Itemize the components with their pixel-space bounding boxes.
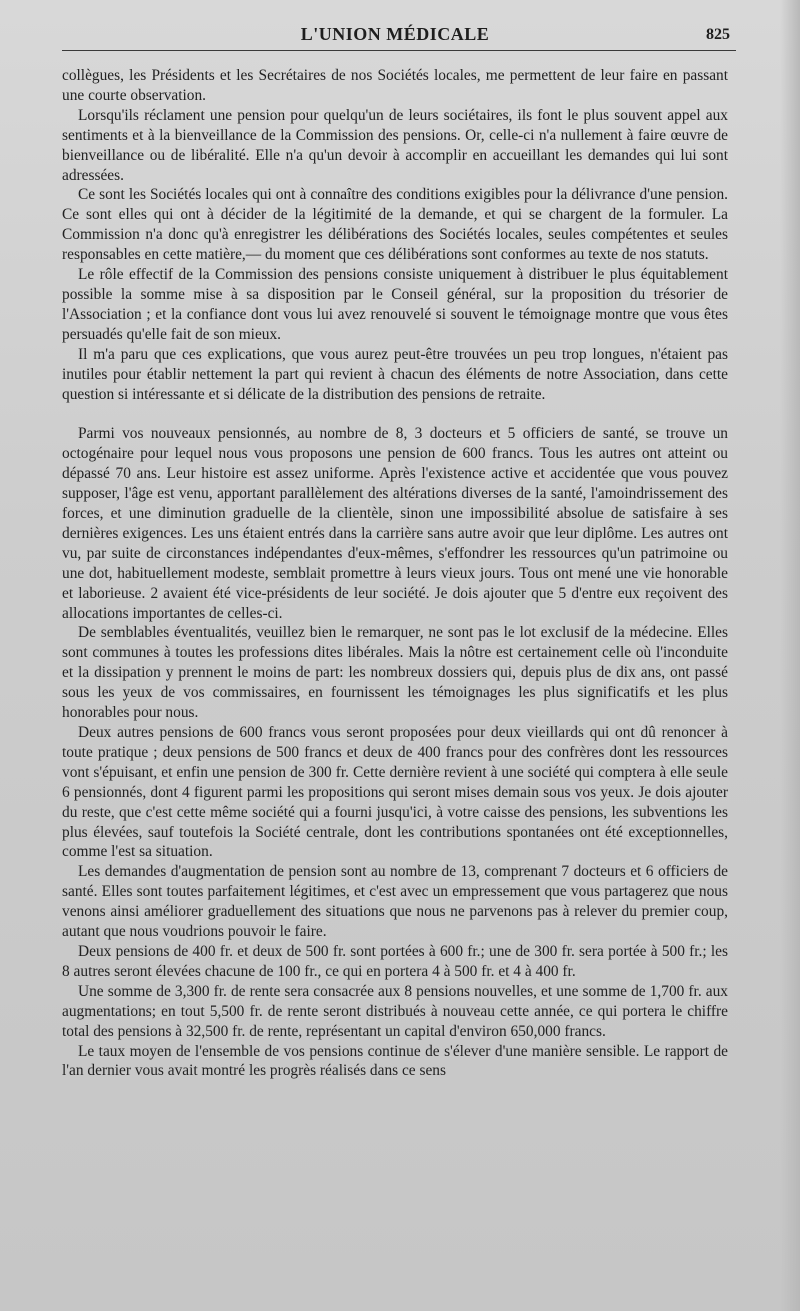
paragraph: collègues, les Présidents et les Secrétaires de nos Sociétés locales, me permettent de leur faire en passant une courte observation. bbox=[62, 67, 728, 104]
paragraph: Les demandes d'augmentation de pension sont au nombre de 13, comprenant 7 docteurs et 6 officiers de santé. Elles sont toutes parfaitement légitimes, et c'est avec un empressement que vous partagerez que nous venons ainsi améliorer graduellement des situations que nous ne parvenons pas à relever du premier coup, autant que nous voudrions pouvoir le faire. bbox=[62, 863, 728, 941]
page-header bbox=[62, 24, 728, 52]
paragraph: Deux pensions de 400 fr. et deux de 500 fr. sont portées à 600 fr.; une de 300 fr. sera portée à 500 fr.; les 8 autres seront élevées chacune de 100 fr., ce qui en portera 4 à 500 fr. et 4 à 400 fr. bbox=[62, 942, 728, 980]
paragraph: Le taux moyen de l'ensemble de vos pensions continue de s'élever d'une manière sensible. Le rapport de l'an dernier vous avait montré les progrès réalisés dans ce sens bbox=[62, 1042, 728, 1080]
paragraph: Parmi vos nouveaux pensionnés, au nombre de 8, 3 docteurs et 5 officiers de santé, se trouve un octogénaire pour lequel nous vous proposons une pension de 600 francs. Tous les autres ont atteint ou dépassé 70 ans. Leur histoire est assez uniforme. Après l'existence active et accidentée que vous pouvez supposer, l'âge est venu, apportant parallèlement des altérations diverses de la santé, l'amoindrissement des forces, et une diminution graduelle de la clientèle, sinon une impossibilité absolue de satisfaire à ses dernières exigences. Les uns étaient entrés dans la carrière sans autre avoir que leur diplôme. Les autres ont vu, par suite de circonstances indépendantes d'eux-mêmes, s'effondrer les ressources qu'un patrimoine ou une dot, habituellement modeste, semblait promettre à leurs vieux jours. Tous ont mené une vie honorable et laborieuse. 2 avaient été vice-présidents de leur société. Je dois ajouter que 5 d'entre eux reçoivent des allocations importantes de celles-ci. bbox=[62, 425, 728, 622]
header-rule bbox=[62, 50, 736, 52]
paragraph: Lorsqu'ils réclament une pension pour quelqu'un de leurs sociétaires, ils font le plus souvent appel aux sentiments et à la bienveillance de la Commission des pensions. Or, celle-ci n'a nullement à faire œuvre de bienveillance ou de libéralité. Elle n'a qu'un devoir à accomplir en accueillant les demandes qui lui sont adressées. bbox=[62, 106, 728, 184]
paragraph: Ce sont les Sociétés locales qui ont à connaître des conditions exigibles pour la délivrance d'une pension. Ce sont elles qui ont à décider de la légitimité de la demande, et qui se chargent de la formuler. La Commission n'a donc qu'à enregistrer les délibérations des Sociétés locales, seules compétentes et seules responsables en cette matière,— du moment que ces délibérations sont conformes au texte de nos statuts. bbox=[62, 186, 728, 264]
paragraph: Deux autres pensions de 600 francs vous seront proposées pour deux vieillards qui ont dû renoncer à toute pratique ; deux pensions de 500 francs et deux de 400 francs pour des confrères dont les ressources vont s'épuisant, et enfin une pension de 300 fr. Cette dernière revient à une société qui comptera à elle seule 6 pensionnés, dont 4 figurent parmi les propositions qui seront mises demain sous vos yeux. Je dois ajouter du reste, que c'est cette même société qui a fourni jusqu'ici, à votre caisse des pensions, les subventions les plus élevées, sauf toutefois la Société centrale, dont les contributions spontanées ont été exceptionnelles, comme l'est sa situation. bbox=[62, 724, 728, 861]
page-number: 825 bbox=[706, 26, 730, 43]
paragraph: Le rôle effectif de la Commission des pensions consiste uniquement à distribuer le plus équitablement possible la somme mise à sa disposition par le Conseil général, sur la proposition du trésorier de l'Association ; et la confiance dont vous lui avez renouvelé si souvent le témoignage montre que vous êtes persuadés qu'elle fait de son mieux. bbox=[62, 266, 728, 343]
running-title: L'UNION MÉDICALE bbox=[300, 24, 490, 44]
body-text bbox=[62, 66, 728, 1081]
paragraph: De semblables éventualités, veuillez bien le remarquer, ne sont pas le lot exclusif de la médecine. Elles sont communes à toutes les professions dites libérales. Mais la nôtre est certainement celle où l'inconduite et la dissipation y prennent le moins de part: les nombreux dossiers qui, depuis plus de dix ans, ont passé sous les yeux de vos commissaires, en fournissent les témoignages les plus significatifs et les plus honorables pour nous. bbox=[62, 624, 728, 722]
paragraph: Une somme de 3,300 fr. de rente sera consacrée aux 8 pensions nouvelles, et une somme de 1,700 fr. aux augmentations; en tout 5,500 fr. de rente seront distribués à nouveau cette année, ce qui portera le chiffre total des pensions à 32,500 fr. de rente, représentant un capital d'environ 650,000 francs. bbox=[62, 982, 728, 1040]
paragraph: Il m'a paru que ces explications, que vous aurez peut-être trouvées un peu trop longues, n'étaient pas inutiles pour établir nettement la part qui revient à chacun des éléments de notre Association, dans cette question si intéressante et si délicate de la distribution des pensions de retraite. bbox=[62, 345, 728, 403]
